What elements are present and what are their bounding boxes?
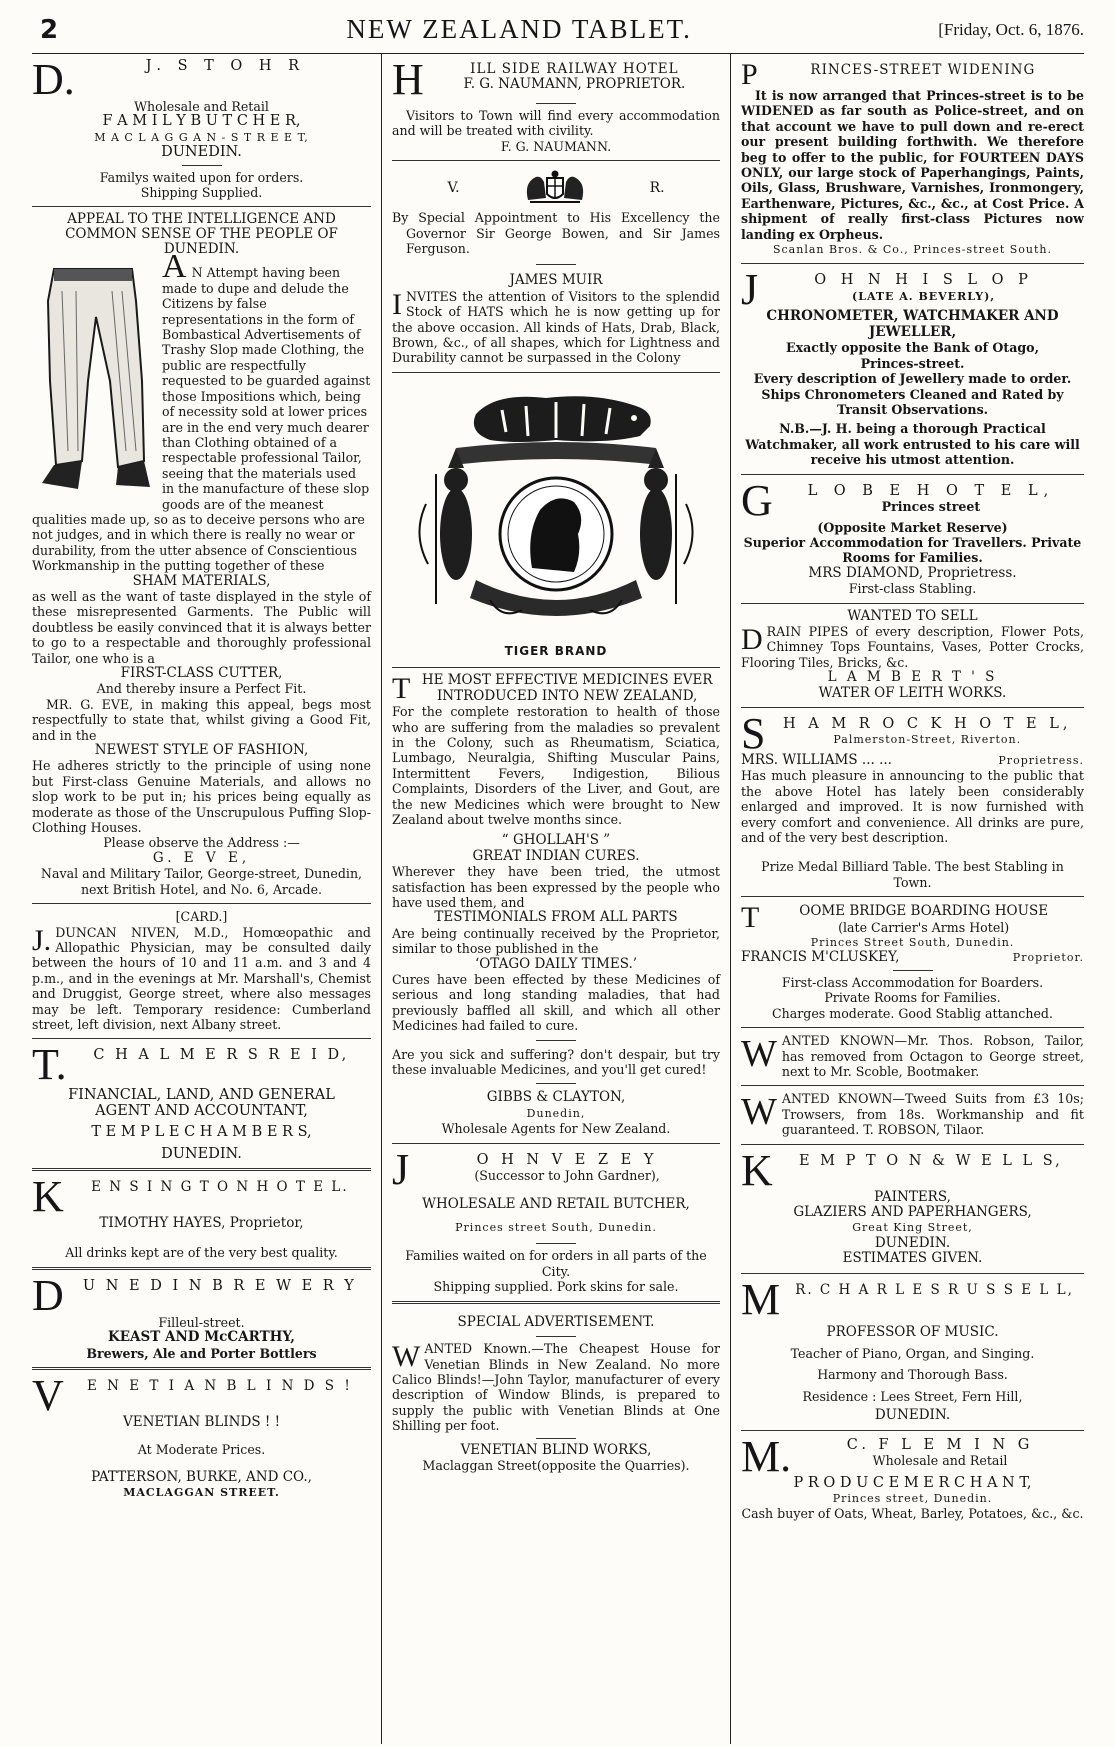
signature: F. G. NAUMANN. bbox=[500, 138, 612, 154]
ad-line: CHRONOMETER, WATCHMAKER AND JEWELLER, bbox=[766, 308, 1059, 340]
ad-line: Palmerston-Street, Riverton. bbox=[833, 733, 1022, 747]
paragraph: ANTED KNOWN—Mr. Thos. Robson, Tailor, has removed from Octagon to George street, next to Mr. Scoble, Bootmaker. bbox=[781, 1033, 1084, 1079]
ad-line: Shipping supplied. Pork skins for sale. bbox=[433, 1279, 679, 1295]
ad-line: DUNEDIN. bbox=[161, 144, 242, 161]
drop-cap: T bbox=[741, 901, 760, 935]
ad-line: Princes Street South, Dunedin. bbox=[810, 936, 1015, 950]
ad-venetian-blinds bbox=[32, 1370, 371, 1507]
paragraph: Visitors to Town will find every accommodation and will be treated with civility. bbox=[392, 108, 720, 139]
paragraph: He adheres strictly to the principle of using none but First-class Genuine Materials, and allows no slop work to be put in; his prices being equally as moderate as those of the Unscrupulous Puffing Slop-Clothing Houses. bbox=[32, 758, 371, 836]
ad-line: Teacher of Piano, Organ, and Singing. bbox=[790, 1345, 1035, 1361]
card-label: [CARD.] bbox=[175, 909, 228, 925]
drop-cap: W bbox=[741, 1033, 777, 1076]
column-1 bbox=[32, 54, 382, 1744]
divider bbox=[182, 165, 222, 166]
ad-niven-physician bbox=[32, 904, 371, 1039]
drop-cap: H bbox=[392, 55, 424, 104]
ad-name: L A M B E R T ' S bbox=[827, 669, 998, 686]
drop-cap: J bbox=[741, 265, 759, 315]
ad-eve-tailor bbox=[32, 207, 371, 904]
ad-special-venetian bbox=[392, 1304, 720, 1480]
drop-cap: T bbox=[392, 672, 411, 706]
ad-line: Ships Chronometers Cleaned and Rated by Transit Observations. bbox=[761, 386, 1064, 417]
ad-name: G. E V E, bbox=[152, 849, 251, 866]
ad-line: DUNEDIN. bbox=[874, 1407, 951, 1424]
ad-name: GIBBS & CLAYTON, bbox=[486, 1089, 626, 1106]
drop-cap: J bbox=[392, 1144, 410, 1194]
royal-coat-of-arms-icon bbox=[520, 170, 590, 206]
ad-globe-hotel bbox=[741, 475, 1084, 604]
ad-name: VENETIAN BLIND WORKS, bbox=[460, 1441, 652, 1458]
ad-name: H A M R O C K H O T E L, bbox=[783, 716, 1072, 732]
ad-line: VENETIAN BLINDS ! ! bbox=[123, 1414, 280, 1430]
ad-line: Wholesale and Retail bbox=[134, 99, 269, 114]
drop-cap: K bbox=[32, 1171, 64, 1221]
ad-heading: WANTED TO SELL bbox=[847, 607, 978, 624]
ad-toome-bridge bbox=[741, 897, 1084, 1028]
paragraph: It is now arranged that Princes-street is to be WIDENED as far south as Police-street, and on that account we have to pull down and re-erect our present building forthwith. We therefore beg to offer to the public, for FOURTEEN DAYS ONLY, our large stock of Paperhangings, Paints, Oils, Glass, Brushware, Varnishes, Ironmongery, Earthenware, Pictures, &c., &c., at Cost Price. A shipment of really first-class Pictures now landing ex Orpheus. bbox=[741, 88, 1084, 242]
ad-line: First-class Stabling. bbox=[848, 581, 977, 597]
ad-princes-street-widening bbox=[741, 54, 1084, 264]
ad-line: DUNEDIN. bbox=[874, 1234, 951, 1251]
ad-name: OOME BRIDGE BOARDING HOUSE bbox=[799, 903, 1049, 920]
ad-line: (Successor to John Gardner), bbox=[474, 1168, 660, 1184]
ad-name: E M P T O N & W E L L S, bbox=[798, 1152, 1063, 1169]
ad-name: U N E D I N B R E W E R Y bbox=[82, 1277, 357, 1294]
paragraph: Cures have been effected by these Medicines of serious and long standing maladies, that had previously baffled all skill, and which all other Medicines had failed to cure. bbox=[392, 972, 720, 1034]
ad-heading: APPEAL TO THE INTELLIGENCE AND COMMON SENSE OF THE PEOPLE OF DUNEDIN. bbox=[65, 211, 338, 258]
drop-cap: G bbox=[741, 475, 773, 525]
paragraph: NVITES the attention of Visitors to the splendid Stock of HATS which he is now getting up for the above occasion. All kinds of Hats, Drab, Black, Brown, &c., of all shapes, which for Lightness and Durability cannot be surpassed in the Colony bbox=[392, 288, 720, 366]
paragraph: By Special Appointment to His Excellency the Governor Sir George Bowen, and Sir James Ferguson. bbox=[392, 210, 720, 257]
paragraph: MR. G. EVE, in making this appeal, begs most respectfully to state that, whilst giving a Good Fit, and in the bbox=[32, 696, 371, 743]
tiger-brand-illustration bbox=[392, 373, 720, 668]
ad-line: TIMOTHY HAYES, Proprietor, bbox=[99, 1214, 304, 1231]
ad-heading: HE MOST EFFECTIVE MEDICINES EVER INTRODUCED INTO NEW ZEALAND, bbox=[421, 672, 713, 704]
ad-name: E N S I N G T O N H O T E L. bbox=[91, 1178, 349, 1195]
ad-shamrock-hotel bbox=[741, 708, 1084, 897]
ad-line: Harmony and Thorough Bass. bbox=[817, 1367, 1008, 1383]
ad-reid-agent bbox=[32, 1039, 371, 1171]
drop-cap: I bbox=[392, 287, 402, 321]
drop-cap: A bbox=[162, 248, 187, 286]
ad-line: AGENT AND ACCOUNTANT, bbox=[95, 1102, 308, 1119]
tiger-brand-emblem-icon bbox=[406, 384, 706, 642]
proprietor-name: FRANCIS M'CLUSKEY, bbox=[741, 949, 900, 966]
ad-line: NEWEST STYLE OF FASHION, bbox=[94, 742, 309, 759]
trousers-illustration bbox=[32, 261, 154, 501]
ad-line: TESTIMONIALS FROM ALL PARTS bbox=[434, 909, 678, 926]
paragraph: RAIN PIPES of every description, Flower Pots, Chimney Tops Fountains, Vases, Potter Crocks, Flooring Tiles, Bricks, &c. bbox=[741, 623, 1084, 670]
drop-cap: M. bbox=[741, 1431, 792, 1481]
divider bbox=[536, 264, 576, 265]
royal-crest-line bbox=[392, 170, 720, 206]
ad-line: Great King Street, bbox=[852, 1221, 973, 1235]
ad-line: Wholesale Agents for New Zealand. bbox=[441, 1121, 671, 1137]
ad-line: Families waited on for orders in all parts of the City. bbox=[405, 1248, 707, 1279]
ad-name: JAMES MUIR bbox=[509, 272, 603, 289]
drop-cap: D. bbox=[32, 55, 75, 104]
drop-cap: S bbox=[741, 709, 766, 758]
ad-address: Naval and Military Tailor, George-street, Dunedin, next British Hotel, and No. 6, Arcade. bbox=[40, 866, 363, 897]
ad-line: WATER OF LEITH WORKS. bbox=[818, 684, 1007, 701]
ad-line: Prize Medal Billiard Table. The best Stabling in Town. bbox=[761, 859, 1064, 890]
ad-line: First-class Accommodation for Boarders. bbox=[781, 974, 1044, 990]
ad-line: Residence : Lees Street, Fern Hill, bbox=[802, 1388, 1023, 1404]
divider bbox=[893, 970, 933, 971]
ad-line: Princes-street. bbox=[860, 355, 965, 371]
ad-name: L O B E H O T E L, bbox=[807, 482, 1055, 499]
column-3 bbox=[731, 54, 1084, 1744]
paragraph: ANTED Known.—The Cheapest House for Venetian Blinds in New Zealand. No more Calico Blinds!—John Taylor, manufacturer of every description of Window Blinds, is prepared to supply the public with Venetian Blinds at One Shilling per foot. bbox=[392, 1341, 720, 1434]
ad-line: MACLAGGAN STREET. bbox=[123, 1486, 280, 1500]
divider bbox=[536, 1438, 576, 1439]
ad-line: At Moderate Prices. bbox=[137, 1442, 266, 1458]
paragraph: For the complete restoration to health of those who are suffering from the maladies so prevalent in the Colony, such as Rheumatism, Sciatica, Lumbago, Neuralgia, Shifting Muscular Pains, Intermittent Fevers, Indigestion, Bilious Complaints, Disorders of the Liver, and Gout, are the new Medicines which were brought to New Zealand about twelve months since. bbox=[392, 704, 720, 827]
ad-line: DUNEDIN. bbox=[161, 1145, 242, 1162]
brand-label: TIGER BRAND bbox=[504, 643, 608, 658]
drop-cap: V bbox=[32, 1371, 64, 1420]
drop-cap: J. bbox=[32, 923, 52, 957]
ad-name: C H A L M E R S R E I D, bbox=[93, 1047, 350, 1064]
ad-line: Familys waited upon for orders. bbox=[99, 169, 304, 185]
ad-fleming-produce bbox=[741, 1431, 1084, 1528]
ad-dunedin-brewery bbox=[32, 1270, 371, 1370]
ad-kensington-hotel bbox=[32, 1171, 371, 1270]
drop-cap: D bbox=[32, 1270, 64, 1320]
masthead bbox=[32, 0, 1084, 54]
ad-hislop-watchmaker bbox=[741, 264, 1084, 474]
ad-line: (LATE A. BEVERLY), bbox=[852, 289, 996, 303]
drop-cap: W bbox=[741, 1091, 777, 1134]
ad-line: (late Carrier's Arms Hotel) bbox=[838, 919, 1010, 935]
ad-line: PAINTERS, bbox=[874, 1188, 951, 1205]
ad-name: C. F L E M I N G bbox=[846, 1436, 1034, 1453]
divider bbox=[536, 1336, 576, 1337]
ad-name: ILL SIDE RAILWAY HOTEL bbox=[470, 61, 679, 77]
proprietor-role: Proprietor. bbox=[1012, 951, 1084, 965]
ad-line: Shipping Supplied. bbox=[140, 185, 263, 201]
columns bbox=[32, 54, 1084, 1744]
ad-line: KEAST AND McCARTHY, bbox=[108, 1329, 295, 1346]
ad-james-muir-hats bbox=[392, 161, 720, 373]
ad-line: PROFESSOR OF MUSIC. bbox=[826, 1323, 999, 1340]
ad-stohr-butcher bbox=[32, 54, 371, 207]
ad-line: N.B.—J. H. being a thorough Practical Watchmaker, all work entrusted to his care will receive his utmost attention. bbox=[745, 421, 1080, 468]
ad-name: R. C H A R L E S R U S S E L L, bbox=[795, 1281, 1074, 1298]
ad-line: ESTIMATES GIVEN. bbox=[842, 1250, 983, 1267]
ad-robson-tailor-removal bbox=[741, 1028, 1084, 1086]
ad-line: Superior Accommodation for Travellers. Private Rooms for Families. bbox=[743, 534, 1082, 566]
ad-line: Wholesale and Retail bbox=[872, 1453, 1008, 1468]
ad-line: PATTERSON, BURKE, AND CO., bbox=[91, 1468, 312, 1485]
paragraph: N Attempt having been made to dupe and delude the Citizens by false representations in the form of Bombastical Advertisements of Trashy Slop made Clothing, the public are respectfully requested to be guarded against those Impositions which, being of necessity sold at lower prices are in the end very much dearer than Clothing obtained of a respectable professional Tailor, seeing that the materials used in the manufacture of these slop goods are of the meanest qualities made up, so as to deceive persons who are not judges, and in which there is really no wear or durability, from the utter absence of Conscientious Workmanship in the putting together of these bbox=[32, 265, 371, 574]
ad-line: “ GHOLLAH'S ” bbox=[501, 832, 611, 849]
ad-line: All drinks kept are of the very best quality. bbox=[65, 1245, 338, 1261]
ad-line: P R O D U C E M E R C H A N T, bbox=[793, 1474, 1032, 1491]
ad-line: SHAM MATERIALS, bbox=[132, 572, 271, 589]
drop-cap: W bbox=[392, 1340, 421, 1374]
ad-line: M A C L A G G A N - S T R E E T, bbox=[94, 130, 309, 144]
ad-line: Exactly opposite the Bank of Otago, bbox=[786, 340, 1039, 356]
crest-letter: V. bbox=[447, 179, 460, 196]
signature: Scanlan Bros. & Co., Princes-street South. bbox=[772, 243, 1053, 257]
column-2 bbox=[382, 54, 731, 1744]
issue-date: [Friday, Oct. 6, 1876. bbox=[938, 19, 1084, 39]
ad-line: Filleul-street. bbox=[158, 1314, 245, 1330]
ad-robson-tweed-suits bbox=[741, 1086, 1084, 1144]
divider bbox=[536, 1083, 576, 1084]
paragraph: ANTED KNOWN—Tweed Suits from £3 10s; Trowsers, from 18s. Workmanship and fit guaranteed. T. ROBSON, Tilaor. bbox=[781, 1091, 1084, 1138]
ad-kempton-wells bbox=[741, 1145, 1084, 1274]
paragraph: Wherever they have been tried, the utmost satisfaction has been expressed by the people who have used them, and bbox=[392, 864, 720, 910]
ad-line: Cash buyer of Oats, Wheat, Barley, Potatoes, &c., &c. bbox=[741, 1506, 1084, 1522]
ad-line: Private Rooms for Families. bbox=[824, 990, 1001, 1006]
ad-line: WHOLESALE AND RETAIL BUTCHER, bbox=[422, 1195, 690, 1212]
ad-line: MRS DIAMOND, Proprietress. bbox=[808, 564, 1017, 581]
paragraph: as well as the want of taste displayed in the style of these misrepresented Garments. The Public will doubtless be easily convinced that it is always better to go to a respectable and thoroughly professional Tailor, one who is a bbox=[32, 588, 371, 666]
ad-heading: RINCES-STREET WIDENING bbox=[810, 62, 1036, 78]
ad-line: F. G. NAUMANN, PROPRIETOR. bbox=[463, 76, 686, 93]
paragraph: DUNCAN NIVEN, M.D., Homœopathic and Allopathic Physician, may be consulted daily between the hours of 10 and 11 a.m. and 3 and 4 p.m., and in the evenings at Mr. Marshall's, Chemist and Druggist, George street, where also messages may be left. Temporary residence: Cumberland street, left division, next Albany street. bbox=[32, 924, 371, 1032]
ad-vezey-butcher bbox=[392, 1144, 720, 1304]
crest-letter: R. bbox=[649, 179, 665, 196]
ad-name: J. S T O H R bbox=[145, 58, 306, 74]
ad-charles-russell-music bbox=[741, 1274, 1084, 1431]
divider bbox=[536, 1040, 576, 1041]
ad-line: F A M I L Y B U T C H E R, bbox=[102, 113, 301, 130]
drop-cap: M bbox=[741, 1274, 781, 1324]
drop-cap: T. bbox=[32, 1040, 67, 1090]
ad-line: Every description of Jewellery made to order. bbox=[753, 371, 1072, 387]
ad-hillside-hotel bbox=[392, 54, 720, 161]
ad-line: GREAT INDIAN CURES. bbox=[472, 847, 640, 864]
ad-line: And thereby insure a Perfect Fit. bbox=[96, 681, 307, 697]
divider bbox=[536, 1243, 576, 1244]
ad-name: O H N H I S L O P bbox=[814, 272, 1033, 289]
ad-line: ‘OTAGO DAILY TIMES.’ bbox=[474, 955, 638, 972]
newspaper-title: NEW ZEALAND TABLET. bbox=[346, 14, 692, 44]
ad-line: Brewers, Ale and Porter Bottlers bbox=[86, 1345, 317, 1361]
ad-gholla-medicines bbox=[392, 668, 720, 1143]
proprietor-name: MRS. WILLIAMS ... ... bbox=[741, 752, 892, 768]
drop-cap: P bbox=[741, 58, 758, 91]
ad-line: Princes street bbox=[881, 498, 981, 514]
ad-line: (Opposite Market Reserve) bbox=[817, 519, 1008, 535]
proprietor-role: Proprietress. bbox=[998, 754, 1084, 767]
paragraph: Are you sick and suffering? don't despair, but try these invaluable Medicines, and you'll get cured! bbox=[392, 1046, 720, 1078]
ad-name: E N E T I A N B L I N D S ! bbox=[87, 1378, 353, 1394]
ad-line: Please observe the Address :— bbox=[103, 835, 300, 851]
ad-lamberts-drain-pipes bbox=[741, 604, 1084, 708]
ad-address: Maclaggan Street(opposite the Quarries). bbox=[422, 1457, 690, 1473]
ad-line: GLAZIERS AND PAPERHANGERS, bbox=[793, 1203, 1032, 1220]
ad-line: Princes street, Dunedin. bbox=[832, 1492, 993, 1505]
ad-name: O H N V E Z E Y bbox=[476, 1151, 658, 1168]
paragraph: Are being continually received by the Proprietor, similar to those published in the bbox=[392, 925, 720, 957]
paragraph: Has much pleasure in announcing to the public that the above Hotel has lately been considerably enlarged and improved. It is now furnished with every comfort and convenience. All drinks are pure, and of the very best description. bbox=[741, 768, 1084, 846]
divider bbox=[536, 103, 576, 104]
proprietor-line bbox=[741, 753, 1084, 768]
ad-line: FINANCIAL, LAND, AND GENERAL bbox=[68, 1087, 335, 1104]
ad-line: Princes street South, Dunedin. bbox=[455, 1221, 657, 1235]
ad-line: FIRST-CLASS CUTTER, bbox=[120, 665, 283, 681]
drop-cap: K bbox=[741, 1145, 773, 1195]
ad-line: Charges moderate. Good Stablig attanched. bbox=[772, 1005, 1053, 1021]
ad-line: Dunedin, bbox=[526, 1106, 586, 1120]
drop-cap: D bbox=[741, 622, 763, 656]
proprietor-line bbox=[741, 950, 1084, 965]
ad-line: T E M P L E C H A M B E R S, bbox=[91, 1124, 312, 1141]
page-number: 2 bbox=[40, 14, 59, 45]
ad-heading: SPECIAL ADVERTISEMENT. bbox=[457, 1313, 655, 1330]
